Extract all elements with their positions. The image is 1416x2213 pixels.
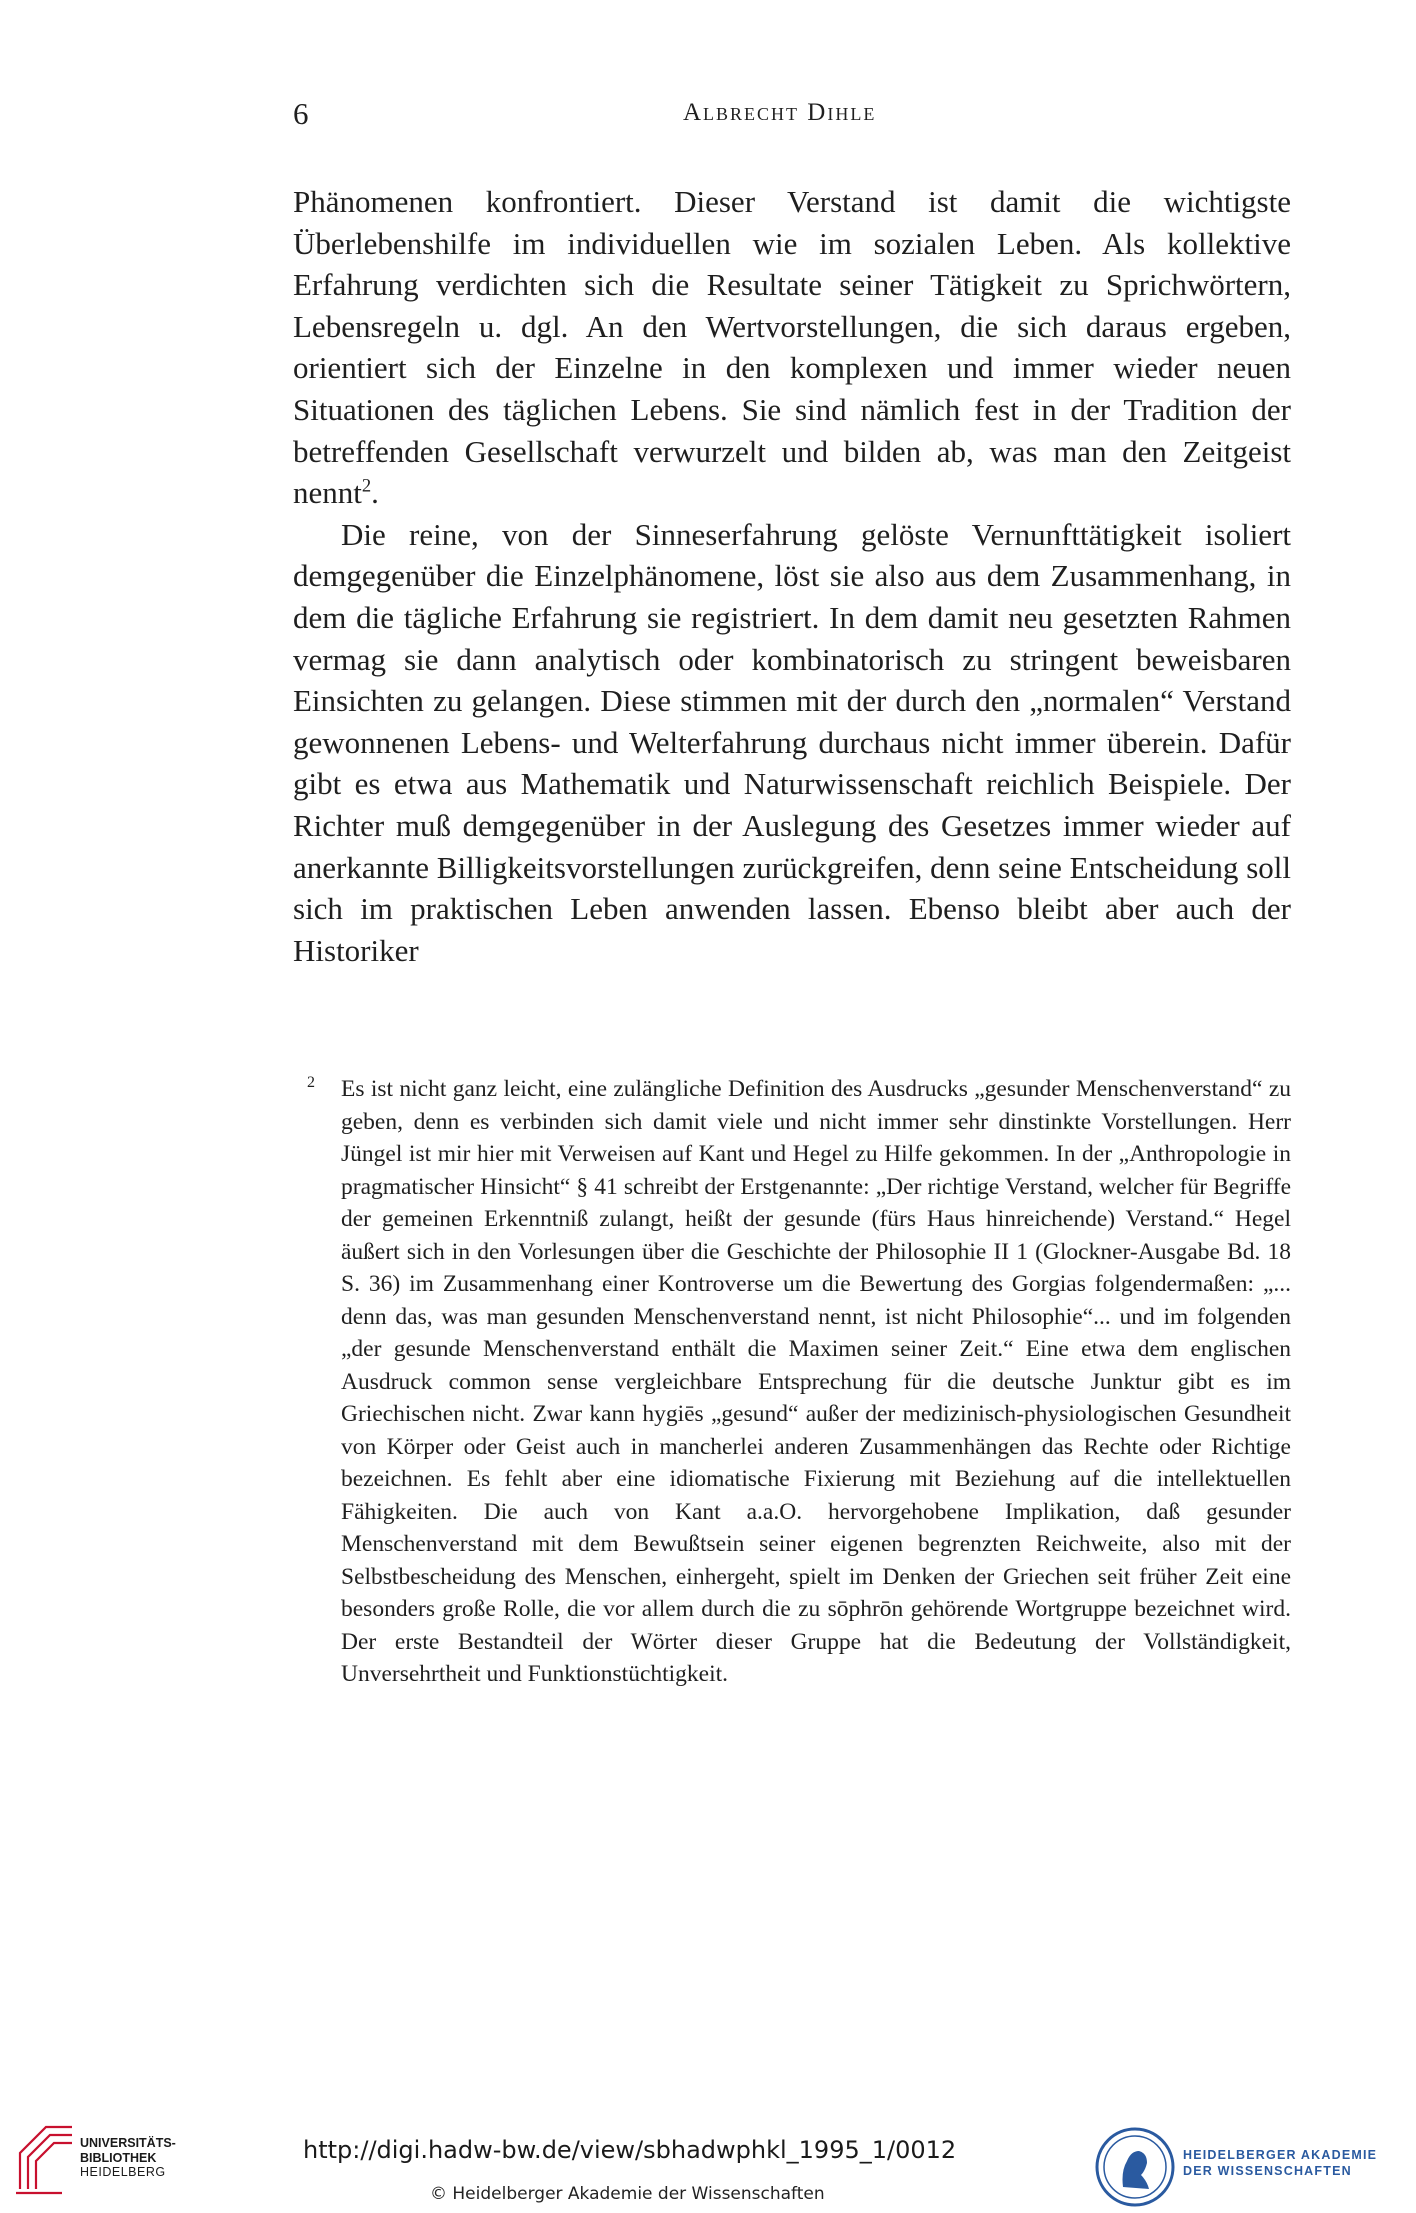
paragraph-1 (293, 181, 1291, 514)
ub-line-3: HEIDELBERG (80, 2165, 166, 2179)
university-library-logo-icon[interactable] (12, 2119, 82, 2199)
running-head: Albrecht Dihle (683, 99, 877, 126)
footnote-mark: 2 (307, 1074, 315, 1091)
paragraph-1-end: . (371, 475, 379, 511)
footnote (293, 1073, 1291, 1691)
paragraph-2: Die reine, von der Sinneserfahrung gelöste Vernunfttätigkeit isoliert demgegenüber die Einzelphänomene, löst sie also aus dem Zusammenhang, in dem die tägliche Erfahrung sie registriert. In dem damit neu gesetzten Rahmen vermag sie dann analytisch oder kombinatorisch zu stringent beweisbaren Einsichten zu gelangen. Diese stimmen mit der durch den „normalen“ Verstand gewonnenen Lebens- und Welterfahrung durchaus nicht immer überein. Dafür gibt es etwa aus Mathematik und Naturwissenschaft reichlich Beispiele. Der Richter muß demgegenüber in der Auslegung des Gesetzes immer wieder auf anerkannte Billigkeitsvorstellungen zurückgreifen, denn seine Entscheidung soll sich im praktischen Leben anwenden lassen. Ebenso bleibt aber auch der Historiker (293, 516, 1291, 968)
footnote-reference[interactable]: 2 (361, 475, 372, 497)
university-library-name (80, 2136, 176, 2180)
hdaw-line-2: DER WISSENSCHAFTEN (1183, 2164, 1352, 2178)
main-text (293, 181, 1291, 971)
hdaw-line-1: HEIDELBERGER AKADEMIE (1183, 2148, 1378, 2162)
academy-seal-icon[interactable] (1093, 2125, 1177, 2209)
source-url-link[interactable]: http://digi.hadw-bw.de/view/sbhadwphkl_1995_1/0012 (303, 2136, 957, 2164)
copyright-notice: © Heidelberger Akademie der Wissenschaften (430, 2184, 825, 2204)
page-number: 6 (293, 96, 309, 131)
footnote-text: Es ist nicht ganz leicht, eine zulängliche Definition des Ausdrucks „gesunder Menschenverstand“ zu geben, denn es verbinden sich damit viele und nicht immer sehr dinstinkte Vorstellungen. Herr Jüngel ist mir hier mit Verweisen auf Kant und Hegel zu Hilfe gekommen. In der „Anthropologie in pragmatischer Hinsicht“ § 41 schreibt der Erstgenannte: „Der richtige Verstand, welcher für Begriffe der gemeinen Erkenntniß zulangt, heißt der gesunde (fürs Haus hinreichende) Verstand.“ Hegel äußert sich in den Vorlesungen über die Geschichte der Philosophie II 1 (Glockner-Ausgabe Bd. 18 S. 36) im Zusammenhang einer Kontroverse um die Bewertung des Gorgias folgendermaßen: „... denn das, was man gesunden Menschenverstand nennt, ist nicht Philosophie“... und im folgenden „der gesunde Menschenverstand enthält die Maximen seiner Zeit.“ Eine etwa dem englischen Ausdruck common sense vergleichbare Entsprechung für die deutsche Junktur gibt es im Griechischen nicht. Zwar kann hygiēs „gesund“ außer der medizinisch-physiologischen Gesundheit von Körper oder Geist auch in mancherlei anderen Zusammenhängen das Rechte oder Richtige bezeichnen. Es fehlt aber eine idiomatische Fixierung mit Beziehung auf die intellektuellen Fähigkeiten. Die auch von Kant a.a.O. hervorgehobene Implikation, daß gesunder Menschenverstand mit dem Bewußtsein seiner eigenen begrenzten Reichweite, also mit der Selbstbescheidung des Menschen, einhergeht, spielt im Denken der Griechen seit früher Zeit eine besonders große Rolle, die vor allem durch die zu sōphrōn gehörende Wortgruppe bezeichnet wird. Der erste Bestandteil der Wörter dieser Gruppe hat die Bedeutung der Vollständigkeit, Unversehrtheit und Funktionstüchtigkeit. (341, 1076, 1291, 1687)
ub-line-1: UNIVERSITÄTS- (80, 2136, 176, 2150)
academy-name (1183, 2147, 1377, 2179)
ub-line-2: BIBLIOTHEK (80, 2150, 157, 2165)
page-header (293, 96, 1293, 136)
footnote-paragraph (293, 1073, 1291, 1691)
paragraph-1-text: Phänomenen konfrontiert. Dieser Verstand ist damit die wichtigste Überlebenshilfe im individuellen wie im sozialen Leben. Als kollektive Erfahrung verdichten sich die Resultate seiner Tätigkeit zu Sprichwörtern, Lebensregeln u. dgl. An den Wertvorstellungen, die sich daraus ergeben, orientiert sich der Einzelne in den komplexen und immer wieder neuen Situationen des täglichen Lebens. Sie sind nämlich fest in der Tradition der betreffenden Gesellschaft verwurzelt und bilden ab, was man den Zeitgeist nennt (293, 184, 1291, 511)
